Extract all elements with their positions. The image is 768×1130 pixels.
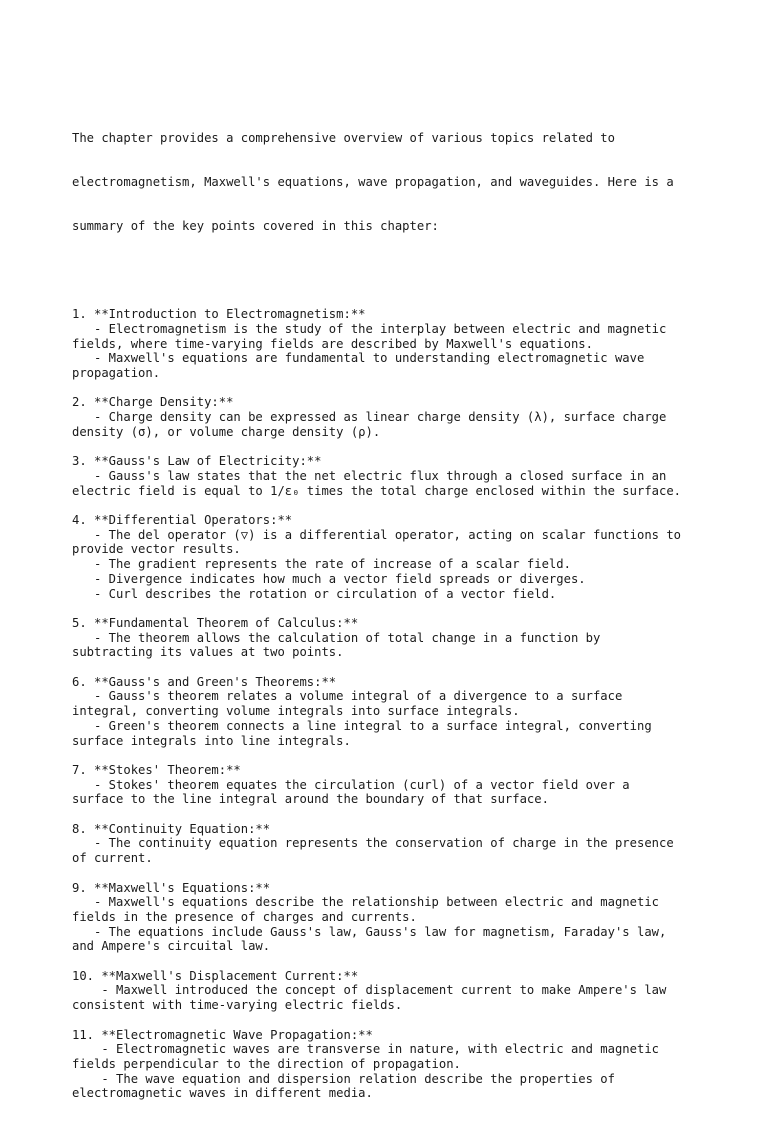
summary-section <box>72 307 722 381</box>
section-text-line: - Maxwell introduced the concept of displacement current to make Ampere's law <box>72 983 667 998</box>
section-text-line: - Divergence indicates how much a vector field spreads or diverges. <box>72 571 586 586</box>
section-text-line: - Charge density can be expressed as linear charge density (λ), surface charge <box>72 410 667 425</box>
section-heading: 11. **Electromagnetic Wave Propagation:** <box>72 1027 373 1042</box>
section-text-line: density (σ), or volume charge density (ρ). <box>72 424 381 439</box>
section-text-line: fields in the presence of charges and currents. <box>72 909 417 924</box>
summary-sections <box>72 307 722 1101</box>
summary-section <box>72 454 722 498</box>
intro-paragraph <box>72 101 722 263</box>
summary-section <box>72 881 722 955</box>
section-heading: 4. **Differential Operators:** <box>72 513 293 528</box>
section-text-line: - Maxwell's equations describe the relationship between electric and magnetic <box>72 895 659 910</box>
section-text-line: subtracting its values at two points. <box>72 645 344 660</box>
section-text-line: electric field is equal to 1/ε₀ times the total charge enclosed within the surface. <box>72 483 682 498</box>
section-text-line: and Ampere's circuital law. <box>72 939 271 954</box>
section-text-line: provide vector results. <box>72 542 241 557</box>
section-text-line: - Gauss's theorem relates a volume integral of a divergence to a surface <box>72 689 623 704</box>
intro-line: electromagnetism, Maxwell's equations, wave propagation, and waveguides. Here is a <box>72 174 674 189</box>
section-text-line: - Electromagnetic waves are transverse in nature, with electric and magnetic <box>72 1042 659 1057</box>
summary-section <box>72 395 722 439</box>
section-text-line: surface integrals into line integrals. <box>72 733 351 748</box>
section-text-line: - The gradient represents the rate of increase of a scalar field. <box>72 557 571 572</box>
summary-section <box>72 1028 722 1102</box>
section-text-line: - The equations include Gauss's law, Gauss's law for magnetism, Faraday's law, <box>72 924 667 939</box>
summary-section <box>72 616 722 660</box>
section-text-line: - Curl describes the rotation or circulation of a vector field. <box>72 586 557 601</box>
summary-section <box>72 513 722 601</box>
summary-section <box>72 822 722 866</box>
section-text-line: - The continuity equation represents the conservation of charge in the presence <box>72 836 674 851</box>
section-text-line: fields perpendicular to the direction of propagation. <box>72 1056 461 1071</box>
section-heading: 2. **Charge Density:** <box>72 395 234 410</box>
section-text-line: fields, where time-varying fields are described by Maxwell's equations. <box>72 336 593 351</box>
intro-line: summary of the key points covered in this chapter: <box>72 219 439 234</box>
section-text-line: integral, converting volume integrals into surface integrals. <box>72 704 520 719</box>
section-text-line: - The del operator (▽) is a differential operator, acting on scalar functions to <box>72 527 682 542</box>
section-text-line: electromagnetic waves in different media. <box>72 1086 373 1101</box>
section-heading: 3. **Gauss's Law of Electricity:** <box>72 454 322 469</box>
section-text-line: of current. <box>72 851 153 866</box>
intro-line: The chapter provides a comprehensive overview of various topics related to <box>72 130 615 145</box>
section-text-line: - Gauss's law states that the net electric flux through a closed surface in an <box>72 468 667 483</box>
section-text-line: - Green's theorem connects a line integral to a surface integral, converting <box>72 718 652 733</box>
section-text-line: propagation. <box>72 366 161 381</box>
summary-section <box>72 763 722 807</box>
section-text-line: - Electromagnetism is the study of the interplay between electric and magnetic <box>72 321 667 336</box>
section-heading: 5. **Fundamental Theorem of Calculus:** <box>72 615 359 630</box>
summary-section <box>72 675 722 749</box>
section-text-line: consistent with time-varying electric fields. <box>72 998 403 1013</box>
section-heading: 9. **Maxwell's Equations:** <box>72 880 271 895</box>
section-text-line: - Maxwell's equations are fundamental to understanding electromagnetic wave <box>72 351 645 366</box>
section-text-line: - Stokes' theorem equates the circulation (curl) of a vector field over a <box>72 777 630 792</box>
section-text-line: - The theorem allows the calculation of total change in a function by <box>72 630 601 645</box>
section-text-line: surface to the line integral around the boundary of that surface. <box>72 792 549 807</box>
summary-section <box>72 969 722 1013</box>
section-heading: 6. **Gauss's and Green's Theorems:** <box>72 674 337 689</box>
section-heading: 7. **Stokes' Theorem:** <box>72 762 241 777</box>
section-heading: 8. **Continuity Equation:** <box>72 821 271 836</box>
section-heading: 1. **Introduction to Electromagnetism:** <box>72 307 366 322</box>
section-heading: 10. **Maxwell's Displacement Current:** <box>72 968 359 983</box>
section-text-line: - The wave equation and dispersion relation describe the properties of <box>72 1071 615 1086</box>
document-page <box>72 72 722 1130</box>
